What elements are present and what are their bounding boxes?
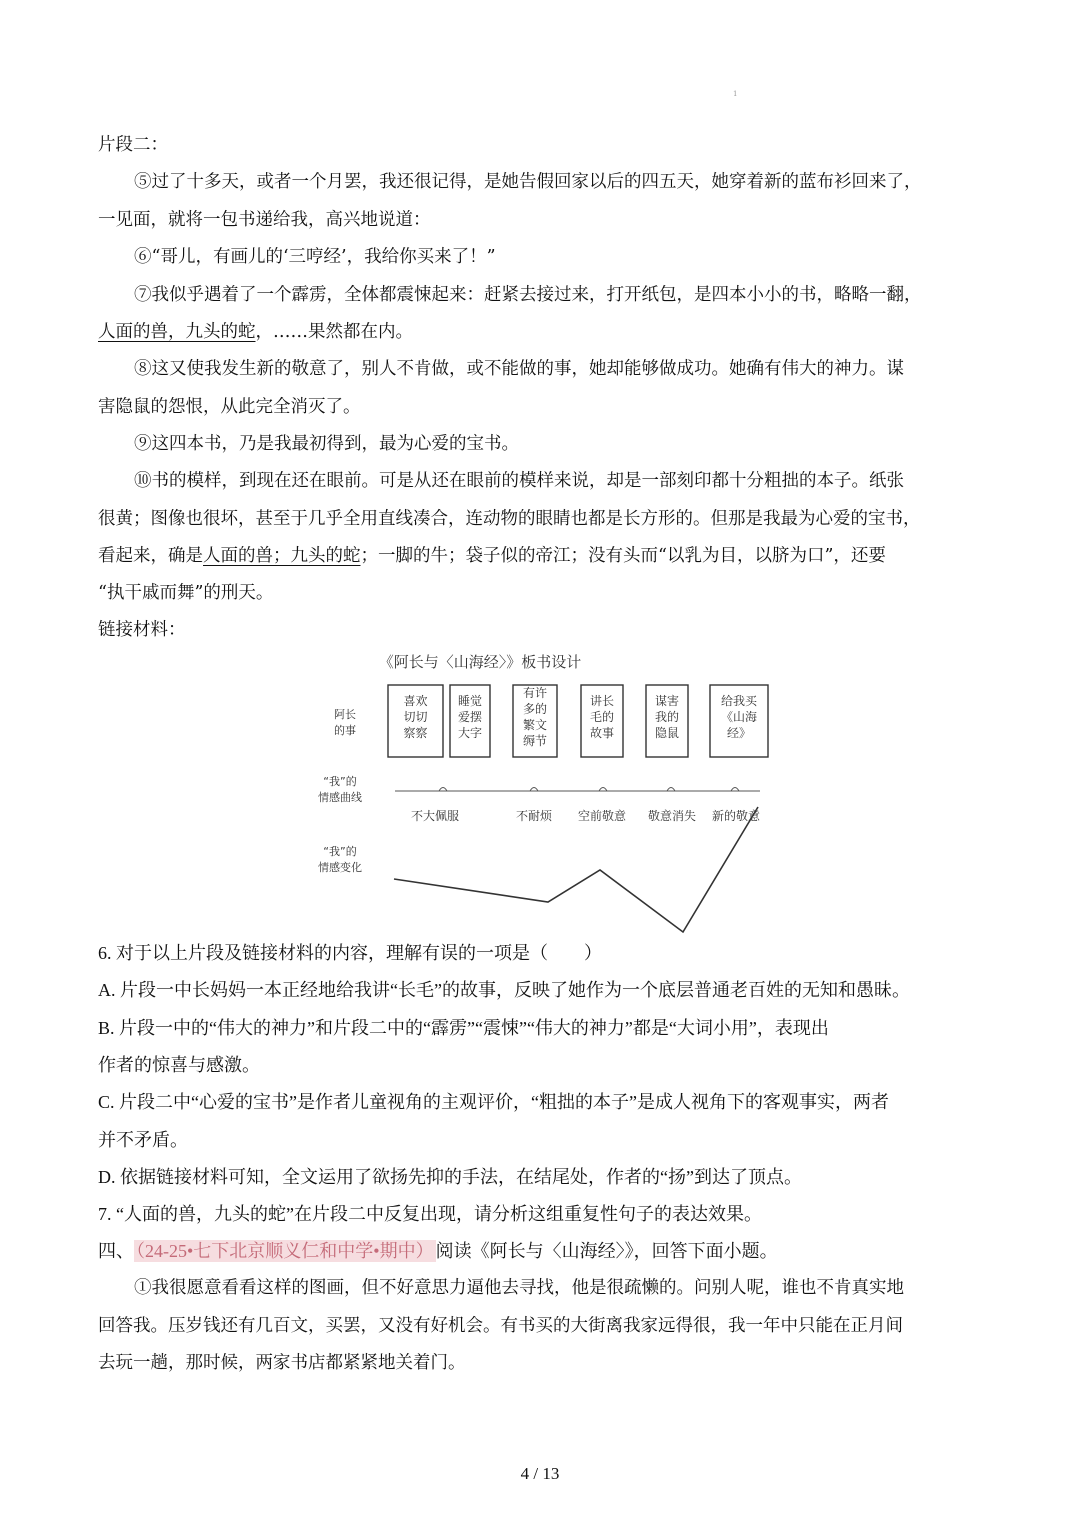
board-design-diagram (300, 645, 780, 935)
option-a: A. 片段一中长妈妈一本正经地给我讲“长毛”的故事，反映了她作为一个底层普通老百姓的无知和愚昧。 (98, 980, 910, 1000)
underlined-phrase: 人面的兽，九头的蛇 (98, 322, 256, 342)
curve-tick (667, 788, 675, 792)
paragraph-8-line2: 害隐鼠的怨恨，从此完全消灭了。 (98, 397, 361, 417)
event-boxes (388, 685, 768, 757)
section4-instruction: 阅读《阿长与〈山海经〉》，回答下面小题。 (435, 1241, 778, 1261)
section4-header (98, 1241, 778, 1261)
curve-tick (599, 788, 607, 792)
paragraph-10-line1: ⑩书的模样，到现在还在眼前。可是从还在眼前的模样来说，却是一部刻印都十分粗拙的本子。纸张 (134, 471, 904, 491)
page-mark: 1 (733, 90, 738, 98)
emotion-label: 不大佩服 (410, 809, 460, 823)
emotion-change-line (394, 807, 761, 932)
link-material-heading: 链接材料： (98, 620, 186, 640)
emotion-label: 空前敬意 (577, 809, 627, 823)
event-box-text: 大字 (457, 726, 483, 740)
emotion-label: 敬意消失 (647, 809, 697, 823)
event-box-text: 繁文 (522, 718, 548, 732)
event-box-text: 缛节 (522, 734, 548, 748)
paragraph-6: ⑥“哥儿，有画儿的‘三哼经’，我给你买来了！” (134, 247, 496, 267)
s4-paragraph-1-line1: ①我很愿意看看这样的图画，但不好意思力逼他去寻找，他是很疏懒的。问别人呢，谁也不肯真实地 (134, 1278, 904, 1298)
curve-tick (530, 788, 538, 792)
s4-paragraph-1-line2: 回答我。压岁钱还有几百文，买罢，又没有好机会。有书买的大街离我家远得很，我一年中只能在正月间 (98, 1316, 903, 1336)
event-box-text: 给我买 (720, 694, 758, 708)
row3-label-line1: “我”的 (323, 845, 357, 858)
paragraph-10-line3-b: ；一脚的牛；袋子似的帝江；没有头而“以乳为目，以脐为口”，还要 (360, 546, 886, 566)
paragraph-7-line2 (98, 322, 413, 342)
option-b-line1: B. 片段一中的“伟大的神力”和片段二中的“霹雳”“震悚”“伟大的神力”都是“大词小用”，表现出 (98, 1018, 829, 1038)
event-box-text: 多的 (522, 702, 548, 716)
option-b-line2: 作者的惊喜与感激。 (98, 1055, 260, 1075)
event-box-text: 讲长 (589, 694, 615, 708)
curve-tick (439, 788, 447, 792)
paragraph-5-line2: 一见面，就将一包书递给我，高兴地说道： (98, 210, 431, 230)
paragraph-10-line3-a: 看起来，确是 (98, 546, 203, 566)
row2-label-line2: 情感曲线 (318, 791, 362, 804)
diagram-title: 《阿长与〈山海经〉》板书设计 (378, 653, 582, 671)
curve-tick (731, 788, 739, 792)
source-tag: （24-25•七下北京顺义仁和中学•期中） (136, 1241, 434, 1261)
paragraph-7-line2-rest: ，……果然都在内。 (255, 322, 413, 342)
section2-heading: 片段二： (98, 135, 168, 155)
question-7: 7. “人面的兽，九头的蛇”在片段二中反复出现，请分析这组重复性句子的表达效果。 (98, 1204, 762, 1224)
paragraph-5-line1: ⑤过了十多天，或者一个月罢，我还很记得，是她告假回家以后的四五天，她穿着新的蓝布衫回来了， (134, 172, 922, 192)
event-box-text: 察察 (403, 726, 428, 740)
option-c-line1: C. 片段二中“心爱的宝书”是作者儿童视角的主观评价，“粗拙的本子”是成人视角下的客观事实，两者 (98, 1092, 889, 1112)
page-number: 4 / 13 (520, 1464, 560, 1483)
event-box-text: 经》 (726, 726, 752, 740)
emotion-labels (411, 788, 760, 824)
paragraph-10-line2: 很黄；图像也很坏，甚至于几乎全用直线凑合，连动物的眼睛也都是长方形的。但那是我最为心爱的宝书， (98, 509, 921, 529)
emotion-label: 不耐烦 (515, 809, 553, 823)
event-box-text: 睡觉 (457, 694, 483, 708)
event-box-text: 爱摆 (457, 710, 483, 724)
paragraph-8-line1: ⑧这又使我发生新的敬意了，别人不肯做，或不能做的事，她却能够做成功。她确有伟大的神力。谋 (134, 359, 904, 379)
row1-label-line2: 的事 (334, 724, 356, 737)
row1-label-line1: 阿长 (334, 708, 356, 721)
row3-label-line2: 情感变化 (318, 861, 362, 874)
event-box-text: 切切 (403, 710, 428, 724)
s4-paragraph-1-line3: 去玩一趟，那时候，两家书店都紧紧地关着门。 (98, 1353, 466, 1373)
paragraph-9: ⑨这四本书，乃是我最初得到，最为心爱的宝书。 (134, 434, 519, 454)
paragraph-10-line3 (98, 546, 886, 566)
event-box-text: 《山海 (720, 710, 758, 724)
row2-label-line1: “我”的 (323, 775, 357, 788)
event-box-text: 隐鼠 (654, 726, 680, 740)
event-box-text: 喜欢 (403, 694, 428, 708)
event-box-text: 故事 (589, 726, 615, 740)
event-box-text: 有许 (522, 686, 548, 700)
event-box-text: 谋害 (654, 694, 680, 708)
section4-prefix: 四、 (98, 1241, 134, 1261)
paragraph-10-line4: “执干戚而舞”的刑天。 (98, 583, 274, 603)
underlined-phrase-2: 人面的兽；九头的蛇 (203, 546, 361, 566)
option-d: D. 依据链接材料可知，全文运用了欲扬先抑的手法，在结尾处，作者的“扬”到达了顶点。 (98, 1167, 802, 1187)
event-box-text: 我的 (654, 710, 680, 724)
option-c-line2: 并不矛盾。 (98, 1130, 188, 1150)
emotion-label: 新的敬意 (711, 809, 761, 823)
paragraph-7-line1: ⑦我似乎遇着了一个霹雳，全体都震悚起来：赶紧去接过来，打开纸包，是四本小小的书，略略一翻， (134, 285, 922, 305)
event-box-text: 毛的 (589, 710, 615, 724)
question-6: 6. 对于以上片段及链接材料的内容，理解有误的一项是（ ） (98, 943, 602, 963)
